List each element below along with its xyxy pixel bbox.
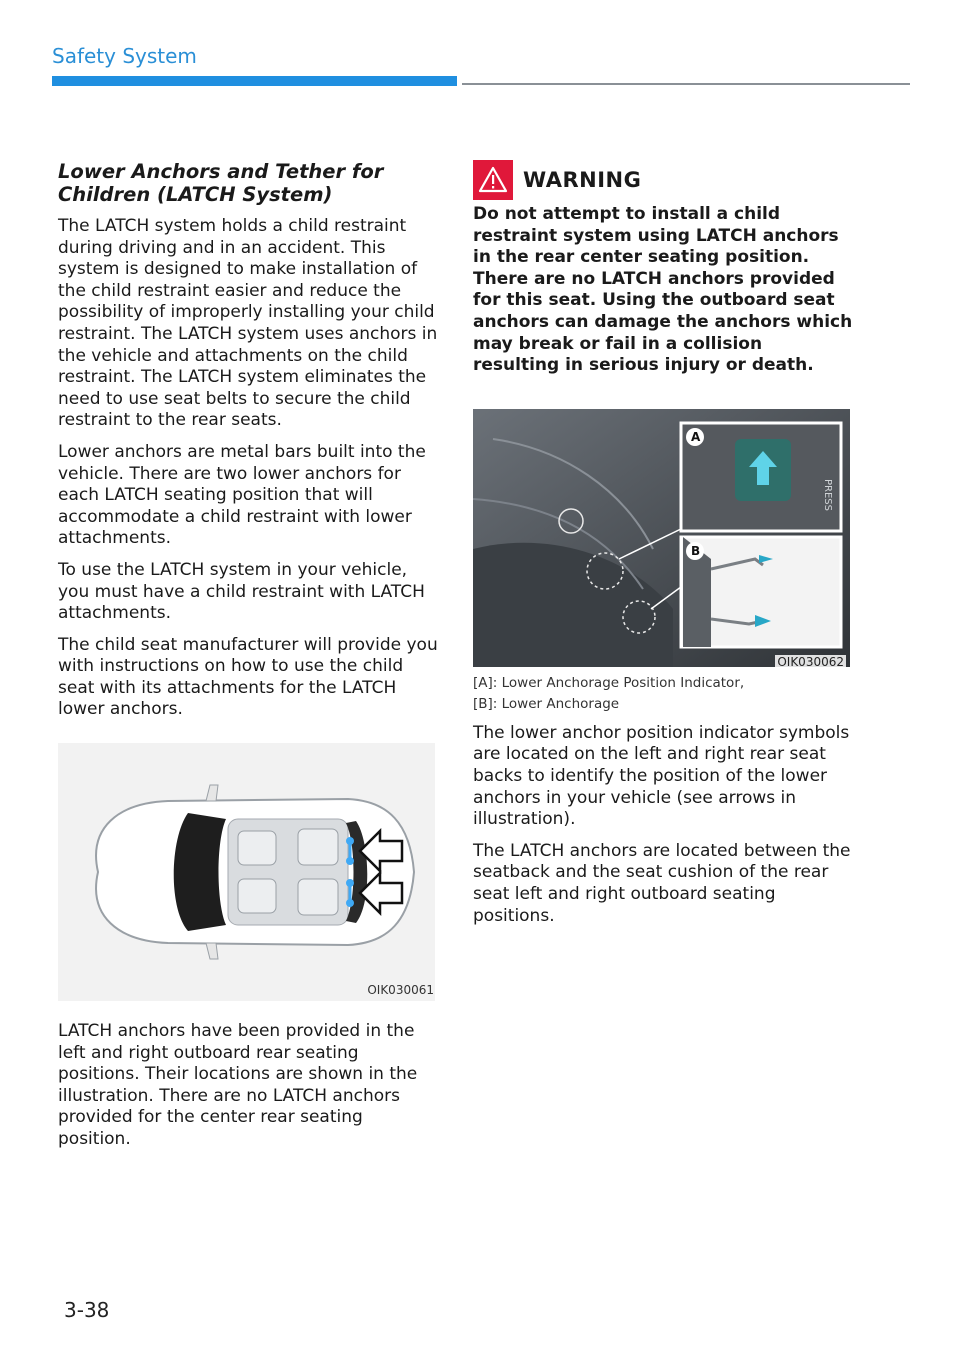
paragraph: The child seat manufacturer will provide you with instructions on how to use the child seat with its attachments for the LATCH lower anchors. (58, 634, 438, 720)
paragraph: LATCH anchors have been provided in the left and right outboard rear seating positions. Their locations are shown in the illustration. There are no LATCH anchors provided for the center rear seating position. (58, 1021, 418, 1150)
header-rule (462, 83, 910, 85)
paragraph: The LATCH system holds a child restraint during driving and in an accident. This system is designed to make installation of the child restraint easier and reduce the possibility of improperly installing your child restraint. The LATCH system uses anchors in the vehicle and attachments on the child restraint. The LATCH system eliminates the need to use seat belts to secure the child restraint to the rear seats. (58, 216, 438, 431)
callout-b: B (691, 543, 701, 558)
rear-seat-photo (473, 409, 850, 667)
figure-code: OIK030061 (367, 983, 434, 998)
warning-title: WARNING (523, 168, 642, 192)
paragraph: The lower anchor position indicator symbols are located on the left and right rear seat backs to identify the position of the lower anchors in your vehicle (see arrows in illustration). (473, 722, 850, 830)
paragraph: The LATCH anchors are located between the seatback and the seat cushion of the rear seat left and right outboard seating positions. (473, 840, 851, 926)
warning-header (473, 160, 853, 200)
right-column (473, 160, 853, 937)
car-top-view-illustration (58, 743, 435, 1001)
car-top-view-drawing (58, 743, 435, 1001)
warning-text: Do not attempt to install a child restraint system using LATCH anchors in the rear center seating position. There are no LATCH anchors provided for this seat. Using the outboard seat anchors can damage the anchors which may break or fail in a collision resulting in serious injury or death. (473, 204, 853, 376)
callout-a: A (691, 429, 701, 444)
press-label: PRESS (822, 478, 833, 511)
left-column (58, 160, 438, 1161)
figure-code: OIK030062 (777, 654, 844, 667)
figure-caption (473, 673, 853, 715)
paragraph: To use the LATCH system in your vehicle, you must have a child restraint with LATCH attachments. (58, 559, 425, 624)
section-title: Safety System (52, 44, 197, 68)
caption-line: [B]: Lower Anchorage (473, 695, 620, 712)
header-rule-accent (52, 76, 457, 86)
page-number: 3-38 (64, 1298, 110, 1322)
warning-icon (473, 160, 513, 200)
caption-line: [A]: Lower Anchorage Position Indicator, (473, 674, 745, 691)
rear-seat-drawing (473, 409, 850, 667)
paragraph: Lower anchors are metal bars built into the vehicle. There are two lower anchors for each LATCH seating position that will accommodate a child restraint with lower attachments. (58, 441, 426, 549)
section-heading: Lower Anchors and Tether for Children (LATCH System) (58, 160, 384, 206)
